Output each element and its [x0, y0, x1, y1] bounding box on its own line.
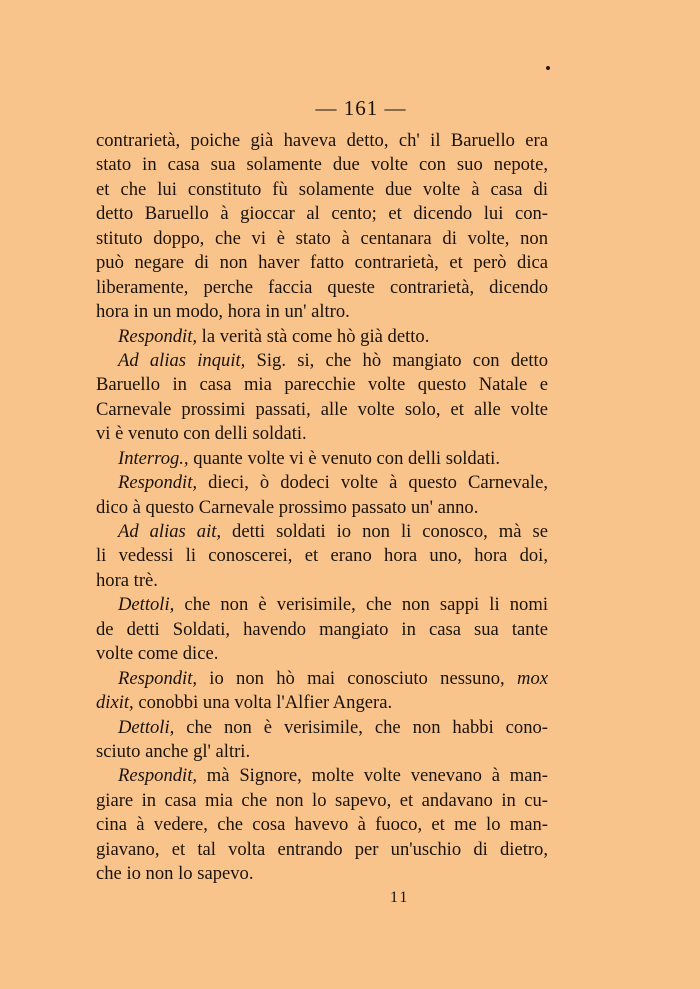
text-line [96, 642, 548, 666]
text-line [96, 764, 548, 788]
text-segment: contrarietà, poiche già haveva detto, ch' il Baruello era [96, 130, 548, 151]
italic-label: Respondit, [118, 667, 198, 689]
text-line [96, 569, 548, 593]
text-segment: de detti Soldati, havendo mangiato in casa sua tante [96, 618, 548, 640]
text-line [96, 593, 548, 617]
page-number: — 161 — [315, 96, 407, 120]
text-line [96, 544, 548, 568]
text-line [96, 862, 548, 886]
text-segment: dico à questo Carnevale prossimo passato un' anno. [96, 496, 479, 518]
text-line [96, 667, 548, 691]
text-line [96, 813, 548, 837]
italic-label: Dettoli, [118, 716, 175, 738]
text-segment: cina à vedere, che cosa havevo à fuoco, et me lo man- [96, 814, 548, 836]
signature-mark: 11 [390, 889, 410, 906]
text-line [96, 153, 548, 177]
text-segment: et che lui constituto fù solamente due volte à casa di [96, 178, 548, 200]
text-segment: mà Signore, molte volte venevano à man- [197, 765, 548, 787]
italic-label: Ad alias inquit, [118, 349, 246, 371]
text-segment: li vedessi li conoscerei, et erano hora uno, hora doi, [96, 545, 548, 567]
text-segment: conobbi una volta l'Alfier Angera. [133, 692, 393, 714]
text-line [96, 373, 548, 397]
text-line [96, 129, 548, 153]
text-line [96, 276, 548, 300]
text-line [96, 618, 548, 642]
text-segment: dieci, ò dodeci volte à questo Carnevale, [197, 472, 548, 494]
text-segment: può negare di non haver fatto contrarietà, et però dica [96, 252, 548, 274]
text-line [96, 422, 548, 446]
text-segment: sciuto anche gl' altri. [96, 740, 251, 762]
italic-label: Respondit, [118, 765, 198, 787]
text-segment: Carnevale prossimi passati, alle volte solo, et alle volte [96, 398, 548, 420]
text-segment: Baruello in casa mia parecchie volte questo Natale e [96, 374, 548, 396]
text-segment: che non è verisimile, che non sappi li nomi [174, 594, 548, 616]
ink-speck [546, 66, 550, 70]
text-segment: hora trè. [96, 569, 158, 591]
text-line [96, 740, 548, 764]
text-segment: stituto doppo, che vi è stato à centanara di volte, non [96, 227, 548, 249]
text-segment: vi è venuto con delli soldati. [96, 423, 307, 445]
text-segment: Sig. si, che hò mangiato con detto [245, 349, 549, 371]
italic-label: Ad alias ait, [118, 521, 222, 542]
text-segment: volte come dice. [96, 643, 219, 665]
text-line [96, 447, 548, 471]
text-segment: la verità stà come hò già detto. [197, 325, 430, 347]
body-text [96, 129, 548, 887]
italic-label: mox [517, 667, 548, 689]
text-segment: giare in casa mia che non lo sapevo, et andavano in cu- [96, 789, 548, 811]
text-line [96, 398, 548, 422]
text-line [96, 325, 548, 349]
text-line [96, 471, 548, 495]
text-segment: quante volte vi è venuto con delli soldati. [188, 447, 500, 469]
italic-label: Interrog., [118, 447, 189, 469]
text-segment: liberamente, perche faccia queste contrarietà, dicendo [96, 276, 548, 298]
italic-label: dixit, [96, 692, 134, 714]
text-segment: hora in un modo, hora in un' altro. [96, 301, 350, 323]
text-segment: detti soldati io non li conosco, mà se [221, 521, 548, 542]
text-line [96, 716, 548, 740]
text-line [96, 691, 548, 715]
text-line [96, 349, 548, 373]
text-segment: stato in casa sua solamente due volte con suo nepote, [96, 154, 548, 176]
text-line [96, 300, 548, 324]
italic-label: Dettoli, [118, 594, 175, 616]
text-segment: io non hò mai conosciuto nessuno, [197, 667, 518, 689]
text-line [96, 227, 548, 251]
text-line [96, 251, 548, 275]
text-segment: giavano, et tal volta entrando per un'uschio di dietro, [96, 838, 548, 860]
italic-label: Respondit, [118, 472, 198, 494]
text-segment: detto Baruello à gioccar al cento; et dicendo lui con- [96, 203, 548, 225]
text-line [96, 178, 548, 202]
text-line [96, 520, 548, 544]
text-line [96, 838, 548, 862]
text-line [96, 789, 548, 813]
text-line [96, 496, 548, 520]
italic-label: Respondit, [118, 325, 198, 347]
text-segment: che non è verisimile, che non habbi cono- [174, 716, 548, 738]
text-line [96, 202, 548, 226]
text-segment: che io non lo sapevo. [96, 863, 254, 885]
